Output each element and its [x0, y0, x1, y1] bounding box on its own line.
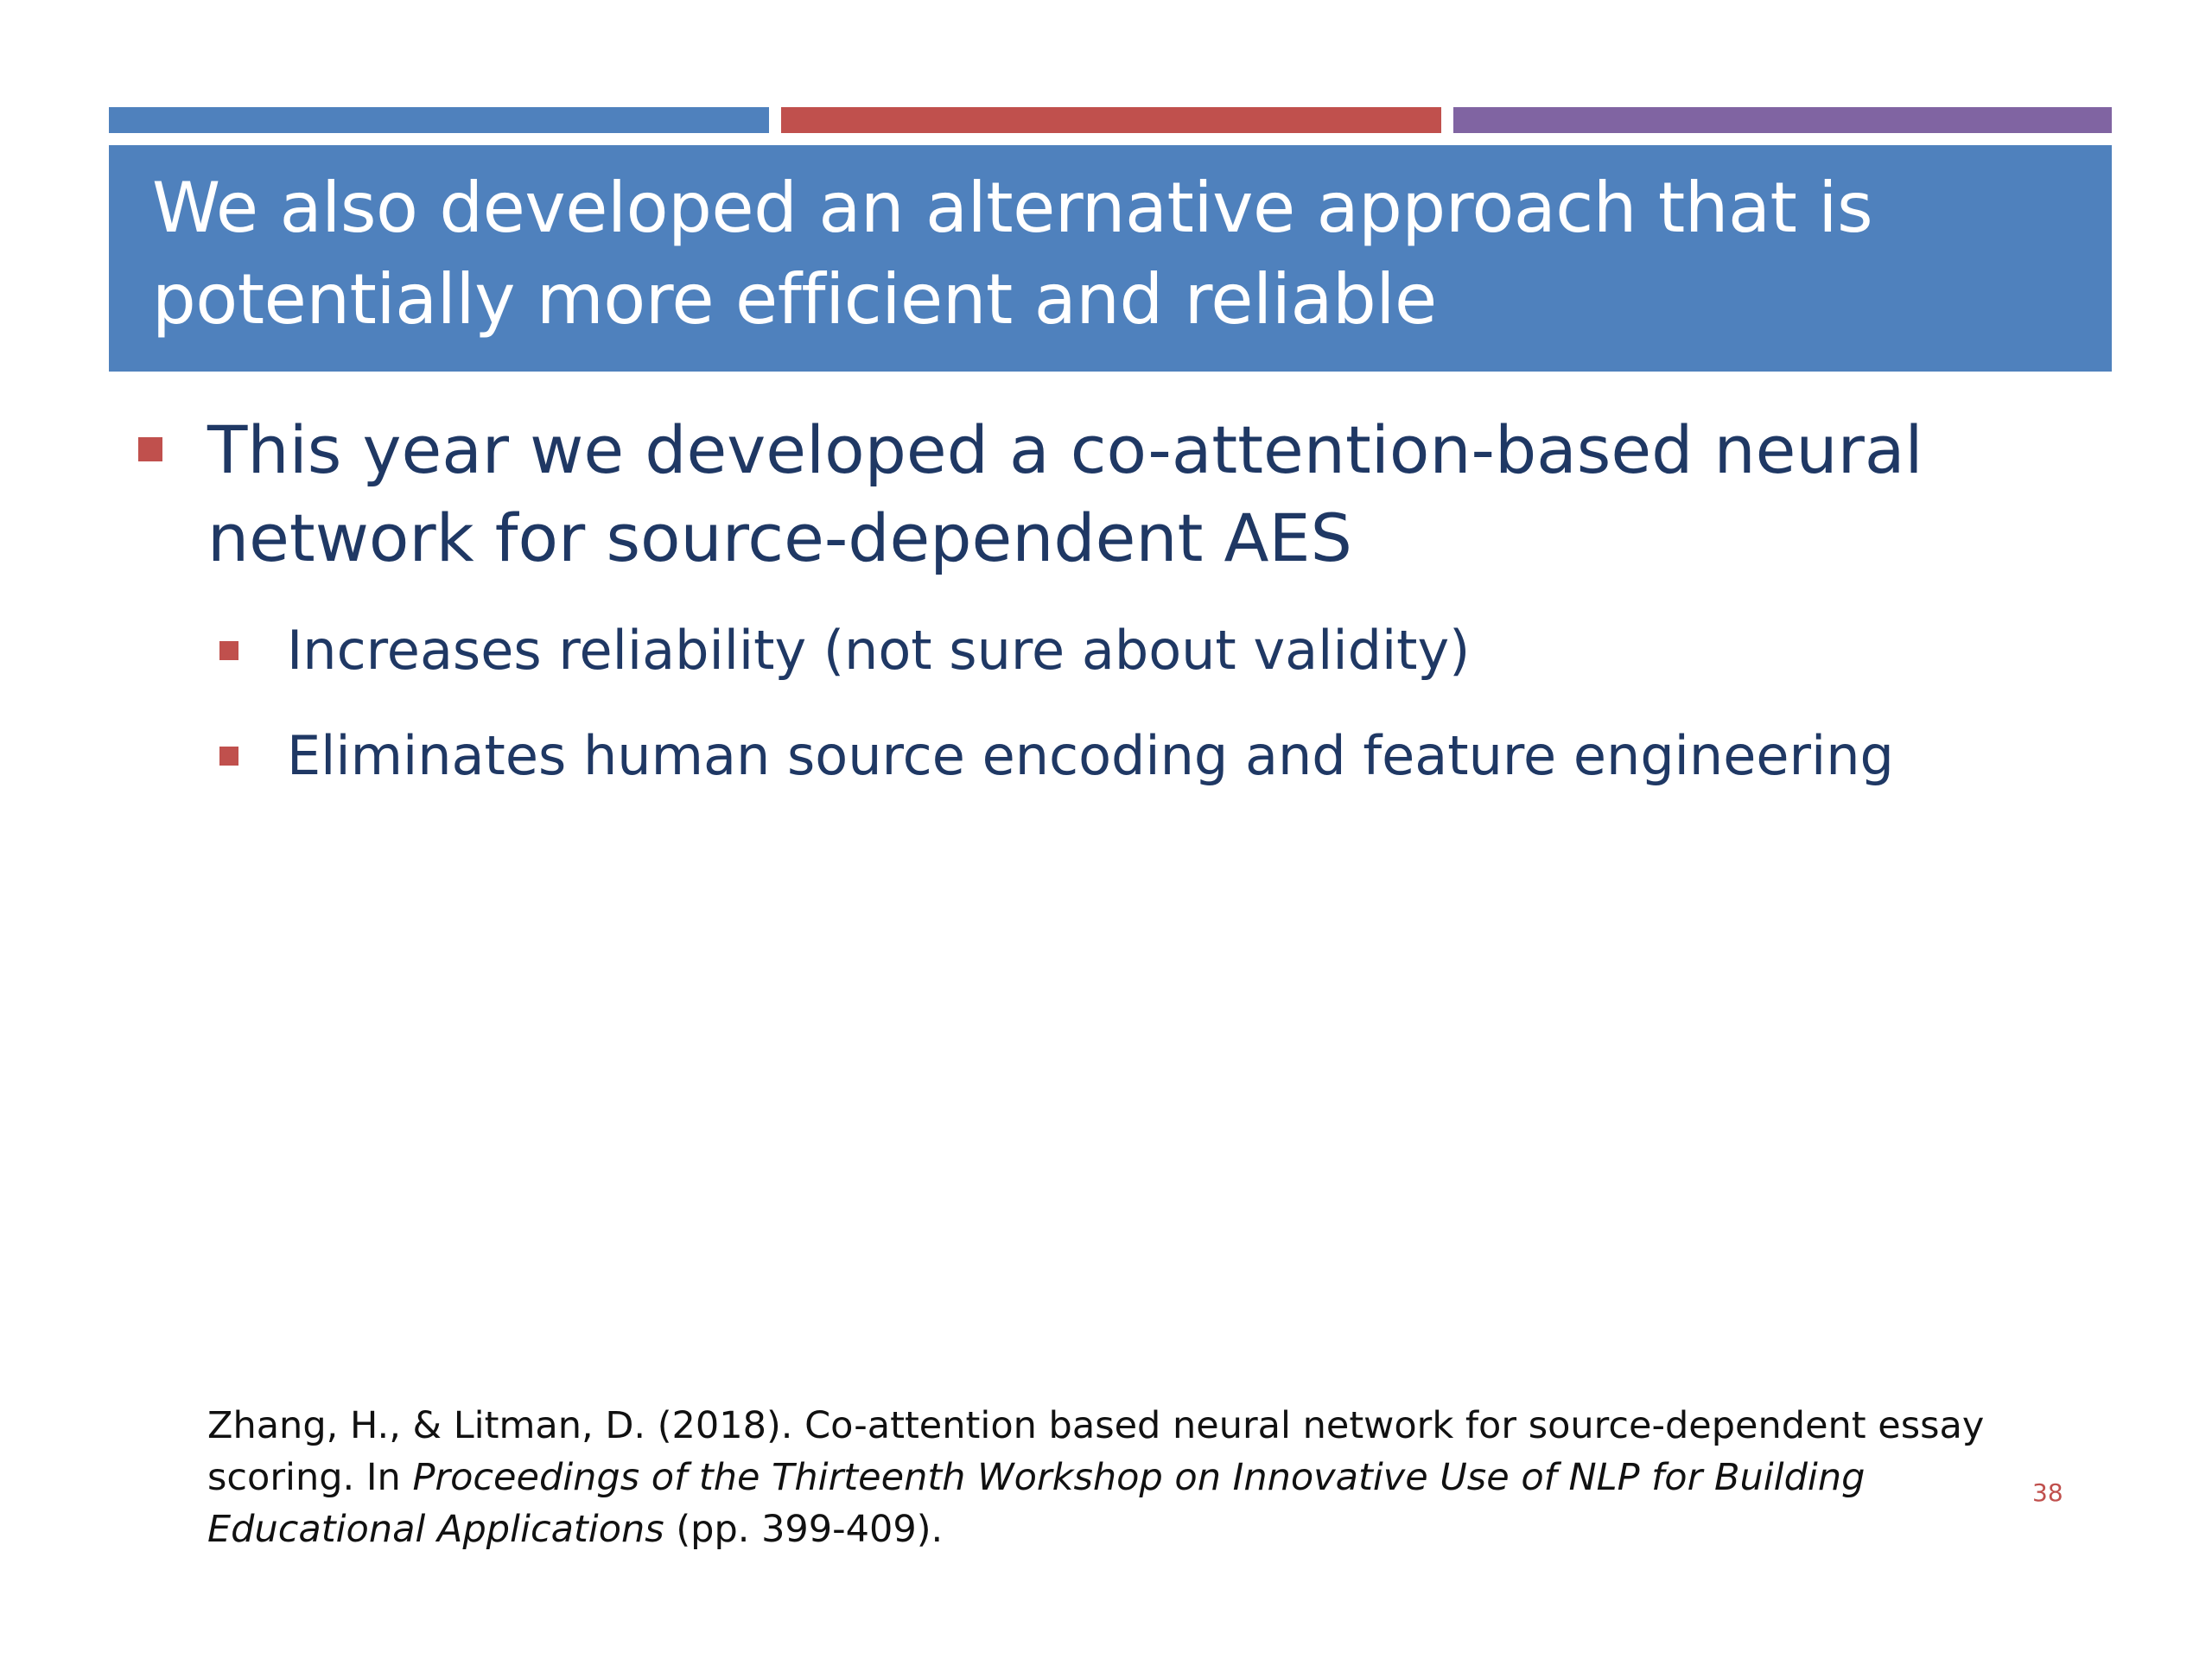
square-bullet-icon — [219, 747, 238, 766]
slide-title: We also developed an alternative approach that is potentially more efficient and reliable — [152, 168, 1873, 340]
title-banner — [109, 145, 2112, 372]
sub-bullet-text: Eliminates human source encoding and feature engineering — [287, 724, 1894, 787]
bullet-item — [138, 406, 2091, 582]
citation — [207, 1400, 2056, 1555]
square-bullet-icon — [219, 641, 238, 660]
bullet-text: This year we developed a co-attention-based neural network for source-dependent AES — [207, 411, 1923, 576]
sub-bullet-text: Increases reliability (not sure about validity) — [287, 619, 1471, 682]
citation-pages: (pp. 399-409). — [664, 1508, 944, 1551]
citation-text: Zhang, H., & Litman, D. (2018). Co-attention based neural network for source-dependent essay scoring. In — [207, 1404, 1985, 1499]
accent-bar-purple — [1453, 107, 2112, 133]
bullet-list — [138, 406, 2091, 824]
sub-bullet-item — [138, 613, 2091, 688]
accent-bar-blue — [109, 107, 769, 133]
square-bullet-icon — [138, 437, 162, 461]
citation-venue: Proceedings of the Thirteenth Workshop on Innovative Use of NLP for Building Educational Applications — [207, 1456, 1866, 1551]
page-number: 38 — [2032, 1478, 2063, 1507]
accent-bar-red — [781, 107, 1441, 133]
sub-bullet-item — [138, 719, 2091, 793]
